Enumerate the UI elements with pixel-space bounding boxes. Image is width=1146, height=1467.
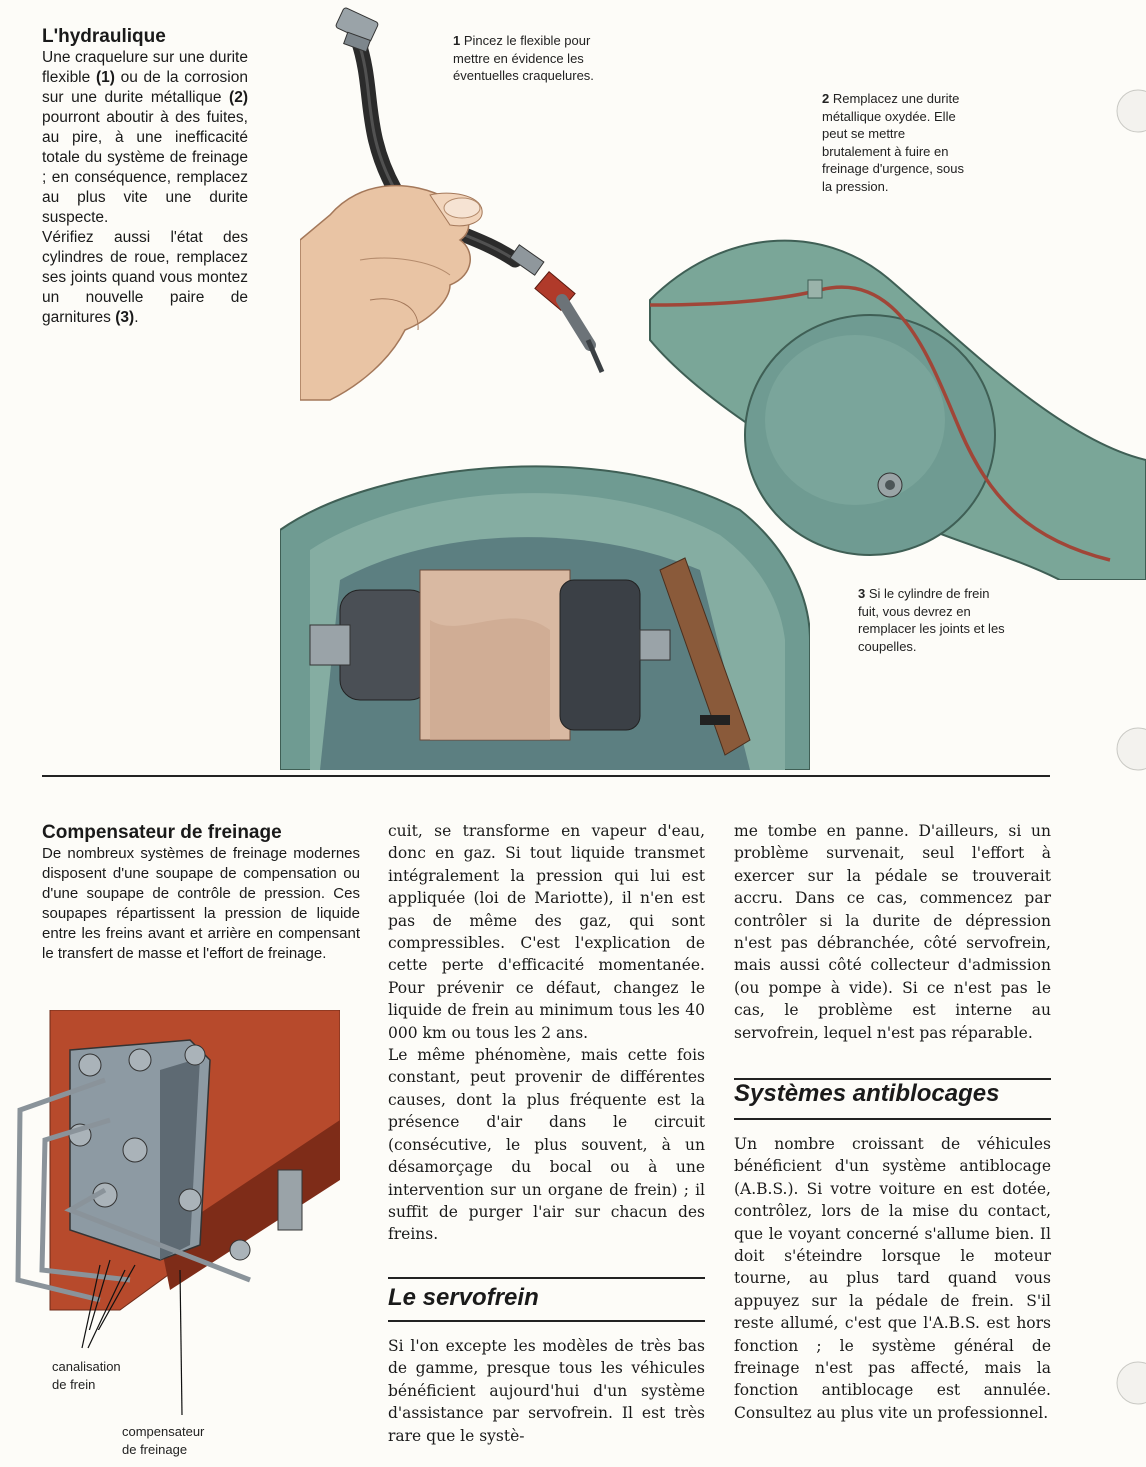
middle-paragraph-1: cuit, se transforme en vapeur d'eau, donc en gaz. Si tout liquide transmet intégralement la pression qui lui est appliquée (loi de Mariotte), il n'en est pas de même des gaz, qui sont compressibles. C'est l'explication de cette perte d'efficacité momentanée. Pour prévenir ce défaut, changez le liquide de frein au minimum tous les 40 000 km ou tous les 2 ans. — [388, 822, 705, 1042]
compensateur-title: Compensateur de freinage — [42, 822, 282, 843]
caption-3: 3 Si le cylindre de frein fuit, vous devrez en remplacer les joints et les coupelles. — [858, 586, 1005, 654]
caption-1: 1 Pincez le flexible pour mettre en évidence les éventuelles craquelures. — [453, 33, 594, 84]
servofrein-rule-top — [388, 1277, 705, 1279]
abs-heading-wrap — [734, 1080, 1051, 1108]
hydraulique-section — [42, 26, 248, 328]
servofrein-section — [388, 1335, 705, 1447]
abs-paragraph: Un nombre croissant de véhicules bénéficient d'un système antiblocage (A.B.S.). Si votre voiture en est dotée, contrôlez, lors de la mise du contact, que le voyant concerné s'allume bien. Il doit s'éteindre lorsque le moteur tourne, au plus tard quand vous appuyez sur la pédale de frein. S'il reste allumé, c'est que l'A.B.S. est hors fonction ; le système général de freinage n'est pas affecté, mais la fonction antiblocage est annulée. Consultez au plus vite un professionnel. — [734, 1135, 1051, 1422]
hydraulique-paragraph-2: Vérifiez aussi l'état des cylindres de roue, remplacez ses joints quand vous montez un nouvelle paire de garnitures (3). — [42, 229, 248, 326]
abs-title: Systèmes antiblocages — [734, 1080, 1000, 1107]
compensateur-text: De nombreux systèmes de freinage modernes disposent d'une soupape de compensation ou d'une soupape de contrôle de pression. Ces soupapes répartissent la pression de liquide entre les freins avant et arrière en compensant le transfert de masse et l'effort de freinage. — [42, 845, 360, 962]
binder-hole-middle — [1100, 726, 1146, 772]
right-column — [734, 820, 1051, 1044]
wheel-cylinder-illustration — [280, 440, 810, 770]
servofrein-rule-bottom — [388, 1320, 705, 1322]
hydraulique-title: L'hydraulique — [42, 26, 166, 47]
compensateur-section — [42, 822, 360, 964]
hydraulique-paragraph-1: Une craquelure sur une durite flexible (1) ou de la corrosion sur une durite métallique (2) pourront aboutir à des fuites, au pire, à une inefficacité totale du système de freinage ; en conséquence, remplacez au plus vite une durite suspecte. — [42, 49, 248, 226]
label-canalisation: canalisation de frein — [52, 1359, 121, 1392]
servofrein-heading-wrap — [388, 1284, 705, 1312]
servofrein-paragraph: Si l'on excepte les modèles de très bas de gamme, presque tous les véhicules bénéficient aujourd'hui d'un système d'assistance par servofrein. Il est très rare que le systè- — [388, 1337, 705, 1445]
middle-column — [388, 820, 705, 1246]
binder-hole-bottom — [1100, 1360, 1146, 1406]
abs-section — [734, 1133, 1051, 1424]
caption-2: 2 Remplacez une durite métallique oxydée. Elle peut se mettre brutalement à fuire en freinage d'urgence, sous la pression. — [822, 91, 964, 194]
servofrein-title: Le servofrein — [388, 1284, 539, 1311]
section-divider — [42, 775, 1050, 777]
label-compensateur: compensateur de freinage — [122, 1424, 205, 1457]
binder-hole-top — [1100, 88, 1146, 134]
abs-rule-bottom — [734, 1118, 1051, 1120]
middle-paragraph-2: Le même phénomène, mais cette fois constant, peut provenir de différentes causes, dont la plus fréquente est la présence d'air dans le circuit (consécutive, le plus souvent, à un désamorçage du bocal ou à une intervention sur un organe de frein) ; il suffit de purger l'air sur chacun des freins. — [388, 1046, 705, 1244]
right-paragraph-1: me tombe en panne. D'ailleurs, si un problème survenait, seul l'effort à exercer sur la pédale se trouverait accru. Dans ce cas, commencez par contrôler si la durite de dépression n'est pas débranchée, côté servofrein, mais aussi côté collecteur d'admission (ou pompe à vide). Si ce n'est pas le cas, le problème est interne au servofrein, lequel n'est pas réparable. — [734, 822, 1051, 1042]
